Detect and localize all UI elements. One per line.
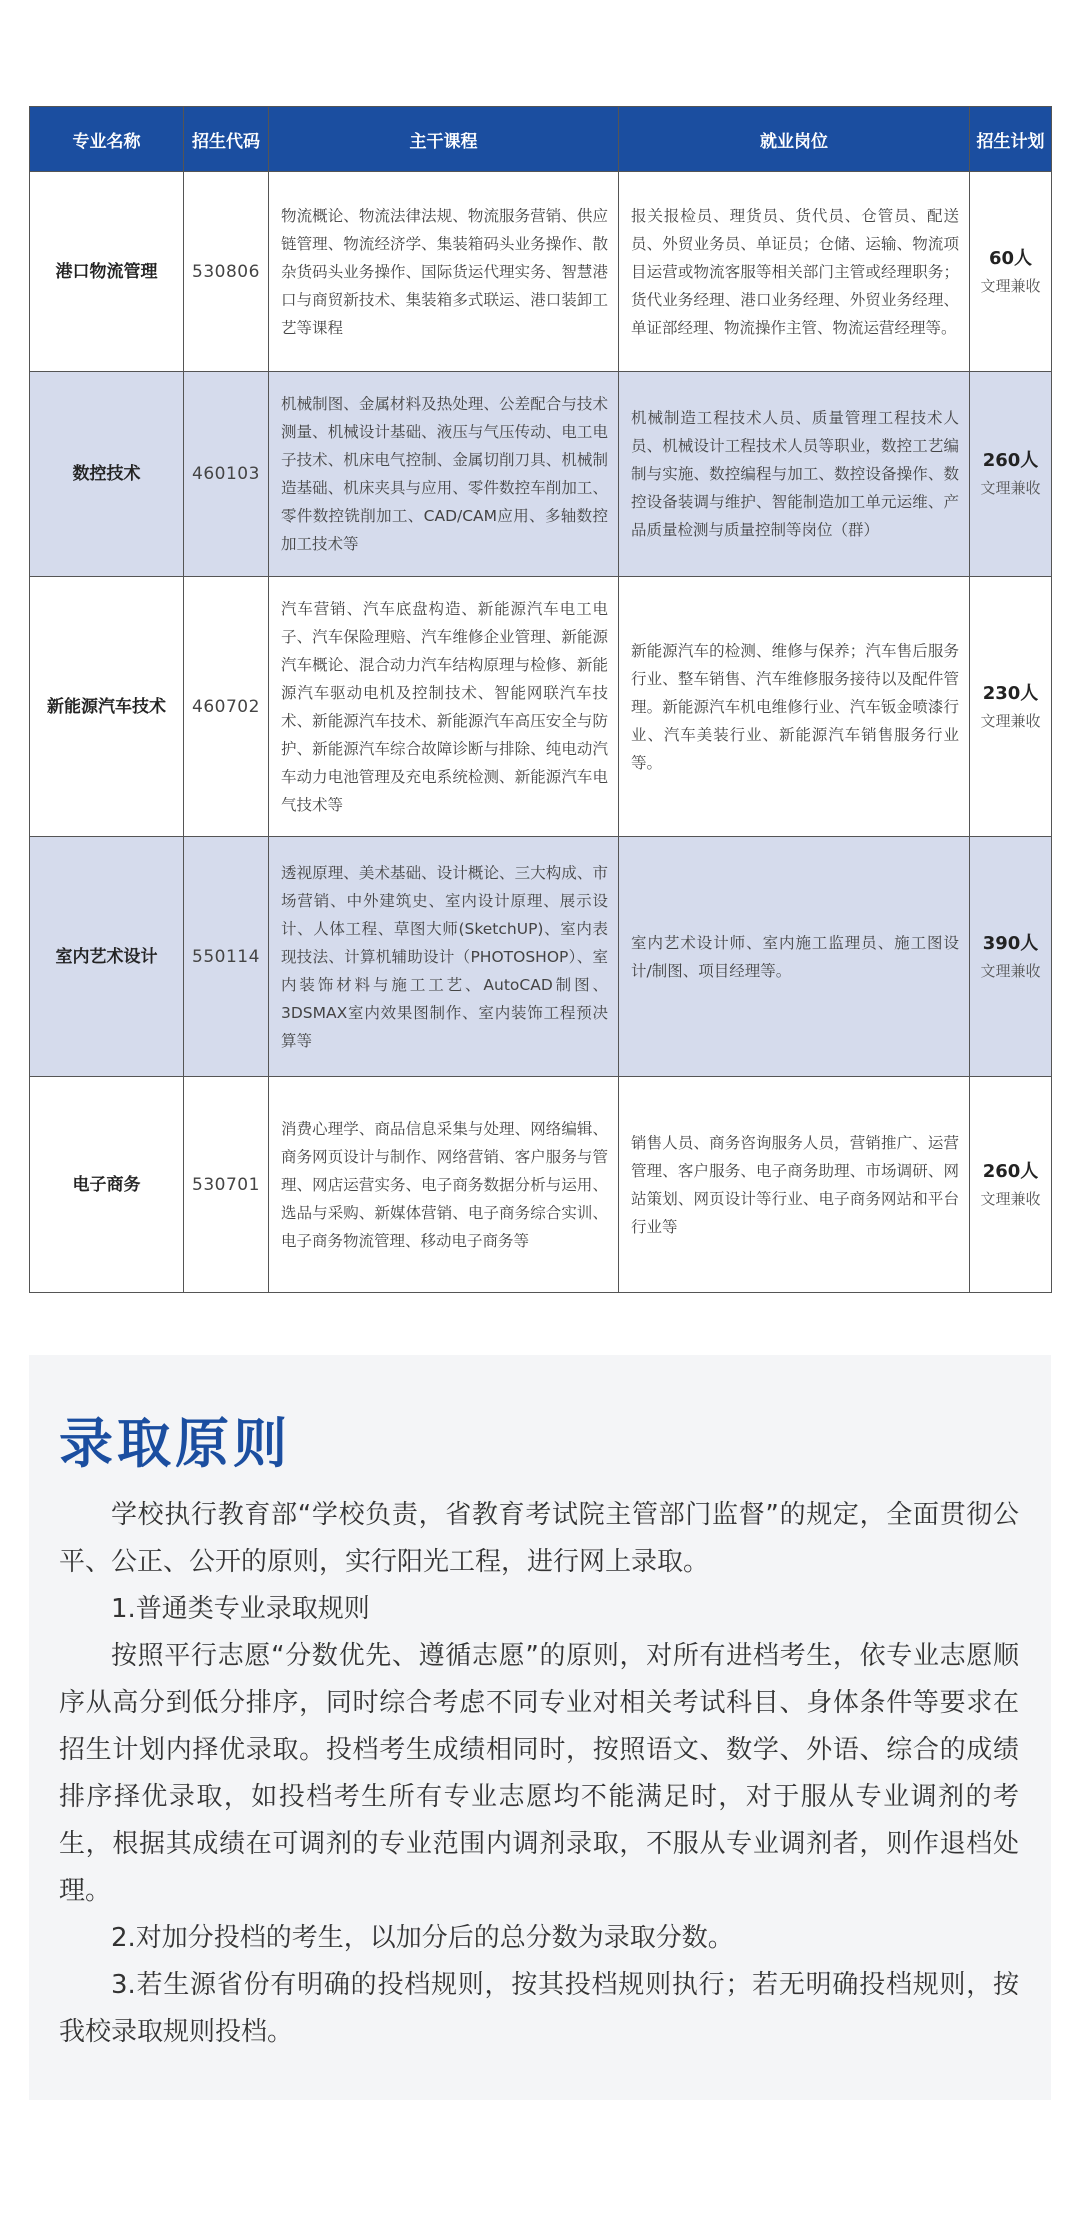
major-plan — [970, 372, 1052, 577]
enrollment-table — [29, 106, 1052, 1293]
major-jobs: 新能源汽车的检测、维修与保养；汽车售后服务行业、整车销售、汽车维修服务接待以及配件管理。新能源汽车机电维修行业、汽车钣金喷漆行业、汽车美装行业、新能源汽车销售服务行业等。 — [619, 577, 970, 837]
plan-count: 260人 — [982, 450, 1039, 471]
plan-count: 260人 — [982, 1160, 1039, 1182]
major-courses: 消费心理学、商品信息采集与处理、网络编辑、商务网页设计与制作、网络营销、客户服务与管理、网店运营实务、电子商务数据分析与运用、选品与采购、新媒体营销、电子商务综合实训、电子商务物流管理、移动电子商务等 — [269, 1077, 619, 1293]
major-plan — [970, 837, 1052, 1077]
plan-note: 文理兼收 — [980, 1189, 1041, 1208]
paragraph: 1.普通类专业录取规则 — [111, 1594, 370, 1624]
admission-principles-panel — [29, 1355, 1051, 2100]
major-code: 460702 — [184, 577, 269, 837]
major-name: 数控技术 — [30, 372, 184, 577]
major-jobs: 销售人员、商务咨询服务人员，营销推广、运营管理、客户服务、电子商务助理、市场调研、网站策划、网页设计等行业、电子商务网站和平台行业等 — [619, 1077, 970, 1293]
major-courses: 机械制图、金属材料及热处理、公差配合与技术测量、机械设计基础、液压与气压传动、电工电子技术、机床电气控制、金属切削刀具、机械制造基础、机床夹具与应用、零件数控车削加工、零件数控铣削加工、CAD/CAM应用、多轴数控加工技术等 — [269, 372, 619, 577]
major-plan — [970, 172, 1052, 372]
header-plan: 招生计划 — [970, 107, 1052, 172]
major-code: 530806 — [184, 172, 269, 372]
plan-note: 文理兼收 — [980, 479, 1041, 497]
plan-note: 文理兼收 — [980, 711, 1041, 730]
header-code: 招生代码 — [184, 107, 269, 172]
major-courses: 透视原理、美术基础、设计概论、三大构成、市场营销、中外建筑史、室内设计原理、展示设计、人体工程、草图大师(SketchUP)、室内表现技法、计算机辅助设计（PHOTOSHOP）、室内装饰材料与施工工艺、AutoCAD制图、3DSMAX室内效果图制作、室内装饰工程预决算等 — [269, 837, 619, 1077]
plan-count: 390人 — [982, 932, 1039, 954]
plan-note: 文理兼收 — [980, 276, 1041, 295]
major-name: 新能源汽车技术 — [30, 577, 184, 837]
table-header-row — [30, 107, 1052, 172]
paragraph: 3.若生源省份有明确的投档规则，按其投档规则执行；若无明确投档规则，按我校录取规则投档。 — [59, 1970, 1019, 2047]
major-jobs: 室内艺术设计师、室内施工监理员、施工图设计/制图、项目经理等。 — [619, 837, 970, 1077]
paragraph: 2.对加分投档的考生，以加分后的总分数为录取分数。 — [111, 1923, 734, 1953]
paragraph: 学校执行教育部“学校负责，省教育考试院主管部门监督”的规定，全面贯彻公平、公正、公开的原则，实行阳光工程，进行网上录取。 — [59, 1500, 1019, 1577]
table-row — [30, 1077, 1052, 1293]
enrollment-table-section — [29, 106, 1051, 1293]
major-name: 室内艺术设计 — [30, 837, 184, 1077]
plan-count: 60人 — [988, 247, 1033, 269]
major-name: 港口物流管理 — [30, 172, 184, 372]
table-row — [30, 172, 1052, 372]
plan-count: 230人 — [982, 682, 1039, 704]
major-name: 电子商务 — [30, 1077, 184, 1293]
paragraph: 按照平行志愿“分数优先、遵循志愿”的原则，对所有进档考生，依专业志愿顺序从高分到低分排序，同时综合考虑不同专业对相关考试科目、身体条件等要求在招生计划内择优录取。投档考生成绩相同时，按照语文、数学、外语、综合的成绩排序择优录取，如投档考生所有专业志愿均不能满足时，对于服从专业调剂的考生，根据其成绩在可调剂的专业范围内调剂录取，不服从专业调剂者，则作退档处理。 — [59, 1641, 1019, 1906]
major-plan — [970, 577, 1052, 837]
major-jobs: 机械制造工程技术人员、质量管理工程技术人员、机械设计工程技术人员等职业，数控工艺编制与实施、数控编程与加工、数控设备操作、数控设备装调与维护、智能制造加工单元运维、产品质量检测与质量控制等岗位（群） — [619, 372, 970, 577]
major-jobs: 报关报检员、理货员、货代员、仓管员、配送员、外贸业务员、单证员；仓储、运输、物流项目运营或物流客服等相关部门主管或经理职务；货代业务经理、港口业务经理、外贸业务经理、单证部经理、物流操作主管、物流运营经理等。 — [619, 172, 970, 372]
header-major-name: 专业名称 — [30, 107, 184, 172]
table-row — [30, 837, 1052, 1077]
header-courses: 主干课程 — [269, 107, 619, 172]
table-row — [30, 577, 1052, 837]
major-code: 550114 — [184, 837, 269, 1077]
plan-note: 文理兼收 — [980, 961, 1041, 980]
header-jobs: 就业岗位 — [619, 107, 970, 172]
major-code: 460103 — [184, 372, 269, 577]
major-courses: 汽车营销、汽车底盘构造、新能源汽车电工电子、汽车保险理赔、汽车维修企业管理、新能源汽车概论、混合动力汽车结构原理与检修、新能源汽车驱动电机及控制技术、智能网联汽车技术、新能源汽车技术、新能源汽车高压安全与防护、新能源汽车综合故障诊断与排除、纯电动汽车动力电池管理及充电系统检测、新能源汽车电气技术等 — [269, 577, 619, 837]
admission-text — [59, 1492, 1019, 2056]
section-title: 录取原则 — [59, 1412, 291, 1475]
major-courses: 物流概论、物流法律法规、物流服务营销、供应链管理、物流经济学、集装箱码头业务操作、散杂货码头业务操作、国际货运代理实务、智慧港口与商贸新技术、集装箱多式联运、港口装卸工艺等课程 — [269, 172, 619, 372]
table-row — [30, 372, 1052, 577]
major-plan — [970, 1077, 1052, 1293]
major-code: 530701 — [184, 1077, 269, 1293]
